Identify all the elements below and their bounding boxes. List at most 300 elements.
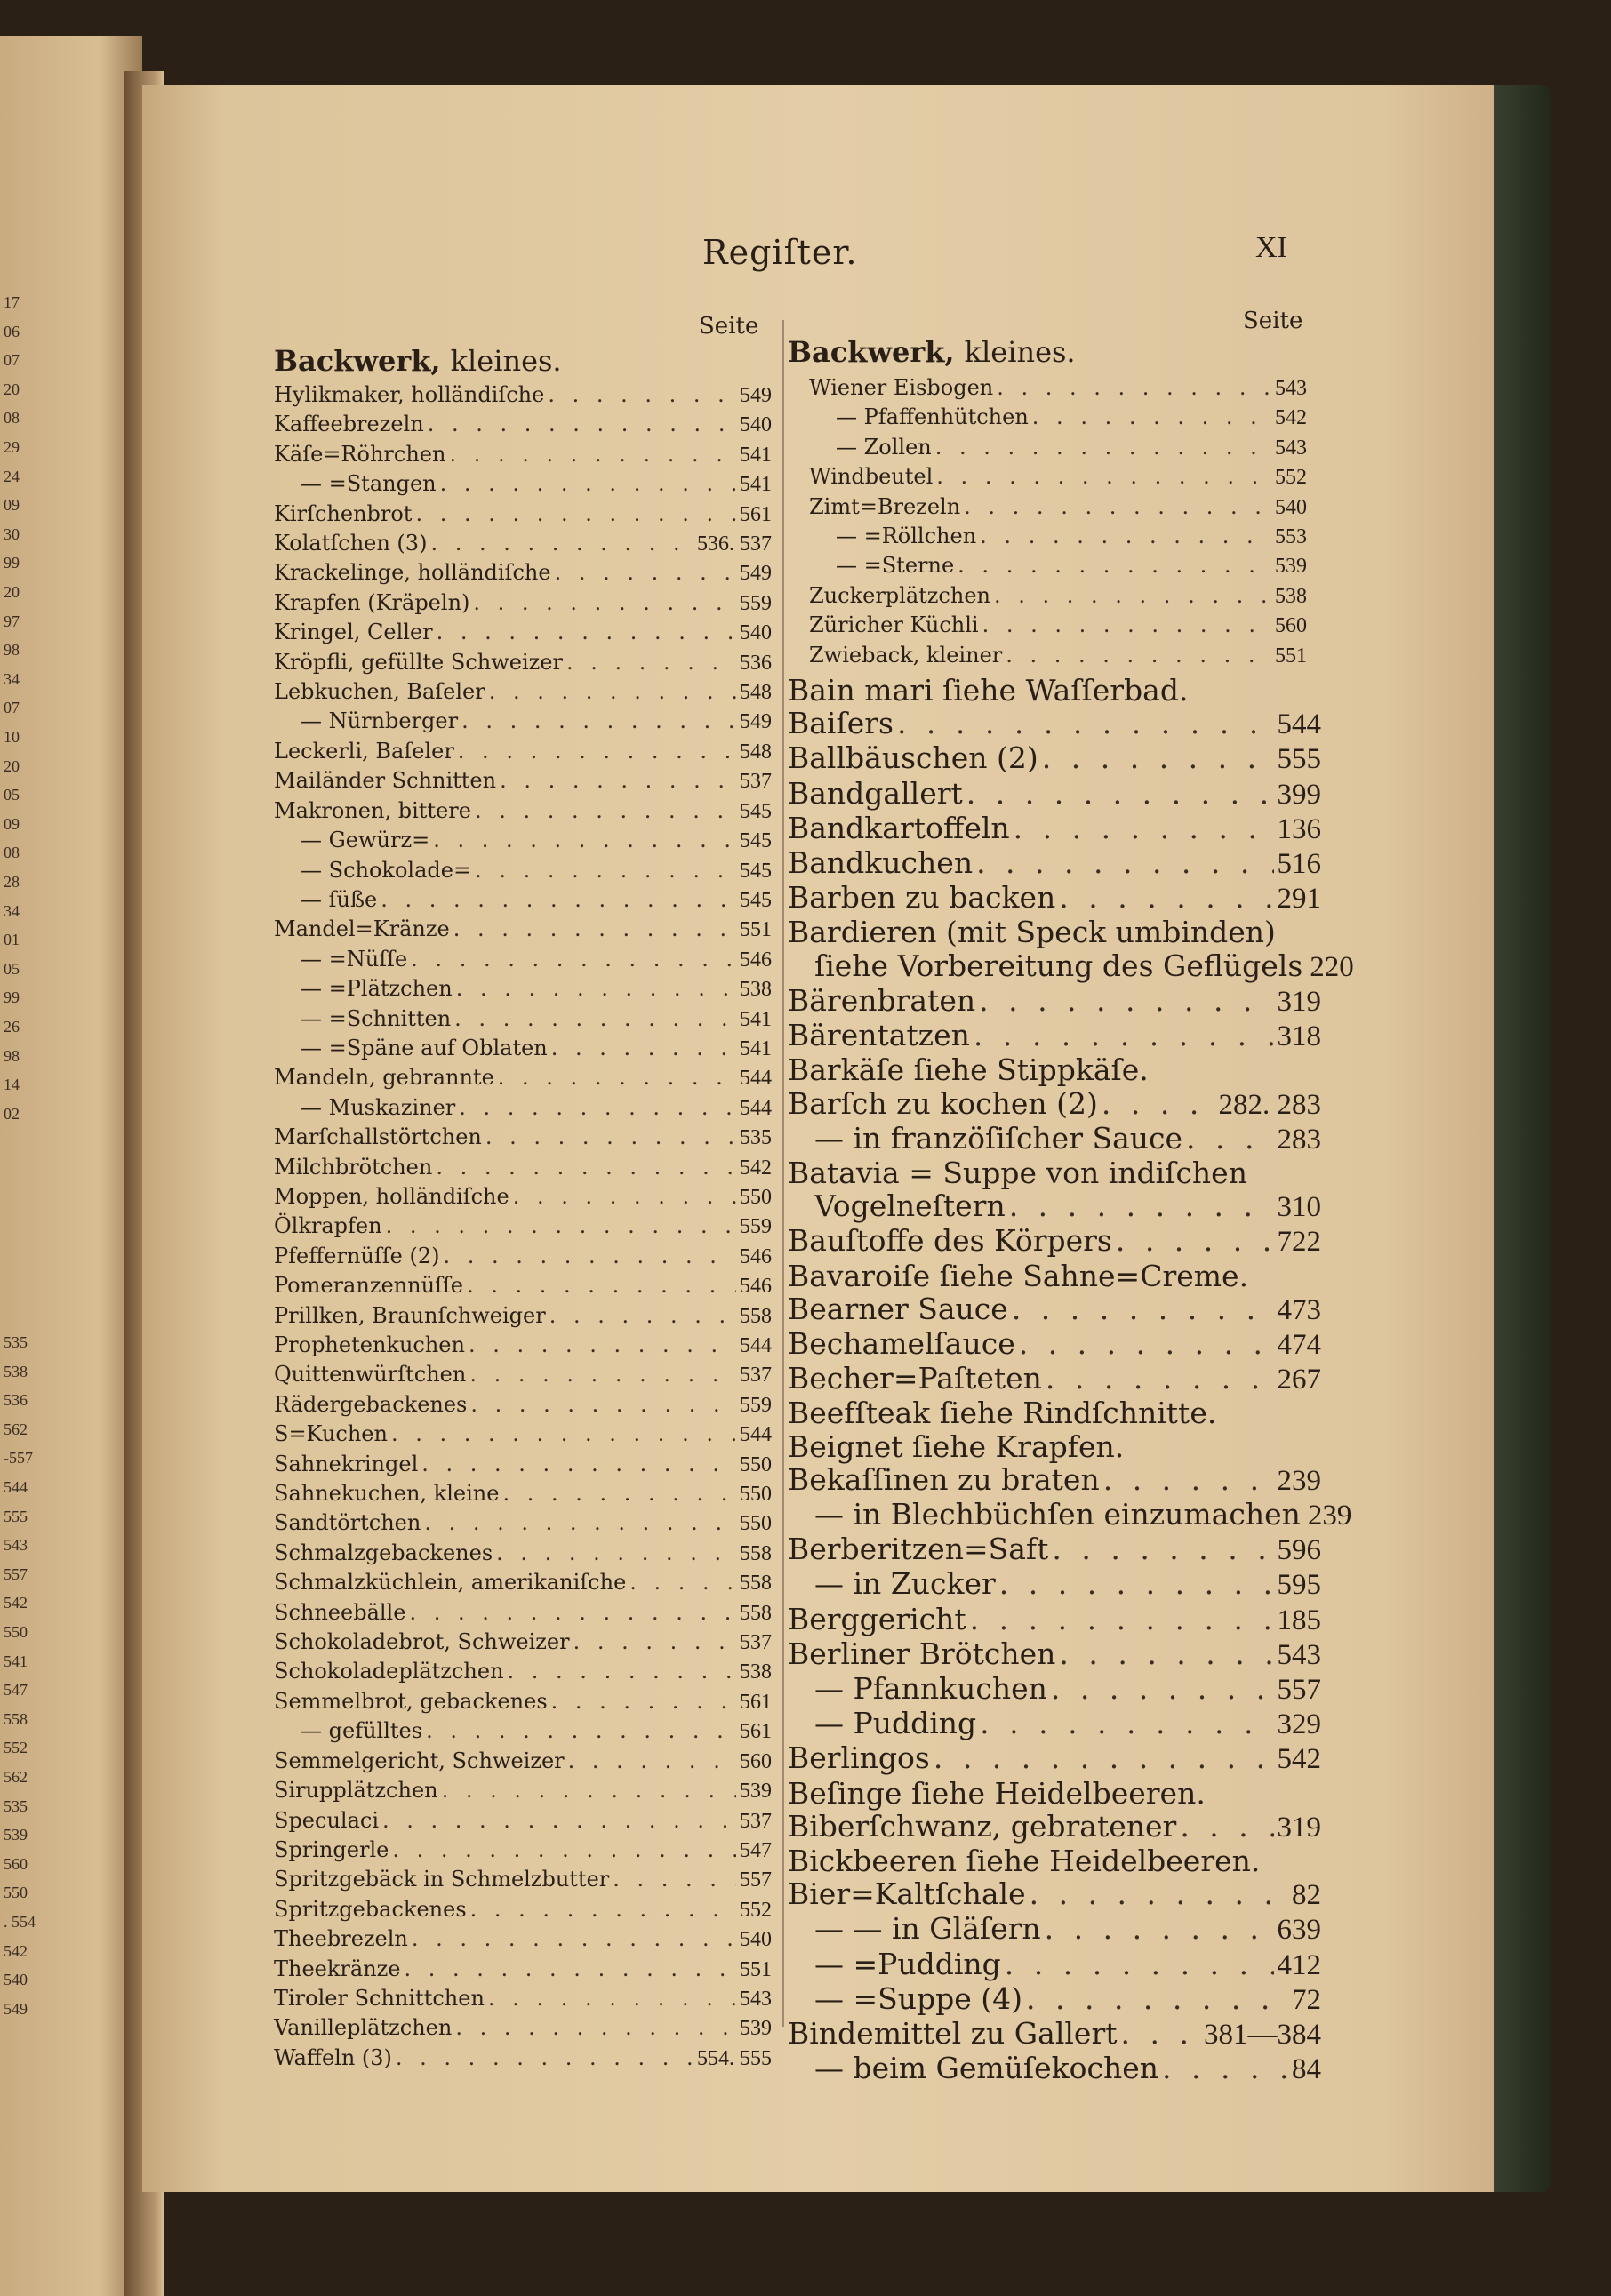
entry-term: Bardieren (mit Speck umbinden) [788, 915, 1276, 950]
index-entry [274, 2013, 772, 2043]
margin-number: 544 [4, 1478, 28, 1496]
index-entry [274, 1955, 772, 1984]
seite-label-right: Seite [1243, 308, 1303, 334]
entry-term: Kirſchenbrot [274, 500, 413, 526]
entry-term: Baiſers [788, 706, 894, 741]
index-entry [274, 1716, 772, 1746]
leader-dots [502, 1479, 736, 1508]
entry-pages: 543 [1275, 377, 1307, 400]
section-heading-word: Backwerk, [788, 335, 955, 369]
margin-number: 30 [4, 524, 20, 543]
index-entry [274, 1895, 772, 1924]
leader-dots [489, 677, 736, 706]
leader-dots [1005, 1948, 1274, 1980]
leader-dots [508, 1657, 736, 1685]
margin-number: 09 [4, 814, 20, 833]
entry-pages: 540 [740, 621, 772, 645]
index-entry [788, 1672, 1321, 1707]
margin-number: 97 [4, 612, 20, 630]
leader-dots [1026, 1982, 1288, 2015]
margin-number: . 554 [4, 1913, 36, 1931]
leader-dots [997, 373, 1271, 402]
entry-term: Beſinge ſiehe Heidelbeeren. [788, 1775, 1206, 1811]
section-heading [788, 334, 1321, 370]
index-entry [274, 440, 772, 469]
index-entry [274, 1063, 772, 1092]
index-entry [788, 846, 1321, 881]
margin-number: 535 [4, 1333, 28, 1351]
section-heading-sub: kleines. [964, 335, 1076, 369]
index-entry [274, 1093, 772, 1123]
entry-pages: 551 [740, 1957, 772, 1981]
entry-pages: 548 [740, 740, 772, 764]
index-entry [788, 881, 1321, 916]
index-entry [274, 885, 772, 915]
entry-term: Bärenbraten [788, 982, 976, 1018]
entry-pages: 539 [740, 1780, 772, 1804]
index-entry [274, 1628, 772, 1657]
entry-pages: 539 [1275, 555, 1307, 579]
entry-term: Bandgallert [788, 775, 963, 811]
leader-dots [458, 737, 736, 765]
index-entry [274, 380, 772, 410]
entry-pages: 546 [740, 948, 772, 972]
index-entry [274, 469, 772, 499]
margin-number: 10 [4, 728, 20, 746]
index-entry-list [809, 373, 1307, 670]
leader-dots [964, 492, 1271, 521]
entry-term: Vogelneſtern [814, 1188, 1006, 1224]
index-entry [274, 1508, 772, 1538]
index-entry [274, 1806, 772, 1836]
entry-pages: 541 [740, 1007, 772, 1031]
leader-dots [461, 707, 736, 735]
leader-dots [411, 945, 736, 973]
index-entry [788, 1532, 1321, 1567]
entry-pages: 474 [1277, 1328, 1321, 1361]
entry-pages: 552 [1275, 466, 1307, 490]
entry-pages: 136 [1277, 812, 1321, 845]
entry-term: Krackelinge, holländiſche [274, 560, 551, 586]
entry-pages: 538 [740, 1660, 772, 1684]
entry-term: Schokoladebrot, Schweizer [274, 1629, 570, 1655]
leader-dots [470, 1895, 736, 1924]
entry-pages: 550 [740, 1483, 772, 1507]
leader-dots [513, 1182, 736, 1211]
running-title: Regiſter. [702, 233, 858, 272]
margin-number: 07 [4, 351, 20, 370]
entry-term: — — in Gläſern [814, 1911, 1041, 1947]
leader-dots [396, 2044, 693, 2072]
entry-pages: 82 [1292, 1879, 1321, 1912]
entry-term: Bain mari ſiehe Waſſerbad. [788, 673, 1189, 708]
index-entry [274, 1123, 772, 1152]
leader-dots [442, 1776, 736, 1804]
margin-number: 555 [4, 1507, 28, 1525]
entry-pages: 537 [740, 1631, 772, 1655]
entry-term: Züricher Küchli [809, 612, 979, 638]
margin-number: 07 [4, 699, 20, 717]
entry-term: Zimt=Brezeln [809, 493, 961, 519]
leader-dots [433, 826, 736, 854]
leader-dots [391, 1420, 736, 1448]
entry-term: Quittenwürſtchen [274, 1362, 467, 1388]
entry-pages: 537 [740, 1364, 772, 1388]
leader-dots [485, 1123, 736, 1151]
entry-pages: 72 [1292, 1983, 1321, 2016]
leader-dots [555, 558, 736, 587]
entry-pages: 536. 537 [697, 532, 772, 556]
margin-number: 540 [4, 1971, 28, 1989]
leader-dots [980, 522, 1271, 550]
leader-dots [629, 1568, 736, 1596]
entry-pages: 544 [740, 1096, 772, 1120]
leader-dots [994, 581, 1271, 610]
entry-term: Berliner Brötchen [788, 1636, 1056, 1671]
index-entry [274, 1924, 772, 1954]
leader-dots [392, 1836, 736, 1864]
entry-term: Windbeutel [809, 464, 934, 490]
leader-dots [970, 1603, 1274, 1636]
entry-term: Tiroler Schnittchen [274, 1985, 485, 2011]
margin-number: 99 [4, 554, 20, 572]
entry-term: — beim Gemüſekochen [814, 2051, 1159, 2086]
leader-dots [475, 856, 736, 884]
entry-pages: 544 [1277, 708, 1321, 741]
index-entry [274, 648, 772, 677]
entry-term: Barſch zu kochen (2) [788, 1085, 1098, 1121]
index-entry [274, 974, 772, 1004]
index-entry [274, 766, 772, 796]
index-entry [809, 492, 1307, 522]
entry-term: Kolatſchen (3) [274, 531, 428, 556]
index-entry [274, 707, 772, 736]
index-entry [274, 1836, 772, 1865]
entry-pages: 722 [1277, 1226, 1321, 1259]
section-heading [274, 343, 772, 379]
entry-pages: 239 [1307, 1499, 1352, 1532]
index-entry [788, 2017, 1321, 2052]
index-entry [809, 522, 1307, 551]
margin-number: 547 [4, 1681, 28, 1700]
index-entry [809, 373, 1307, 403]
index-entry [788, 1877, 1321, 1912]
index-entry [274, 1331, 772, 1360]
index-entry [809, 611, 1307, 640]
entry-pages: 550 [740, 1512, 772, 1536]
leader-dots [1032, 403, 1271, 431]
entry-pages: 546 [740, 1275, 772, 1299]
margin-number: 34 [4, 669, 20, 688]
margin-number: 536 [4, 1391, 28, 1410]
index-entry [788, 1948, 1321, 1982]
entry-pages: 537 [740, 1809, 772, 1833]
index-entry [788, 984, 1321, 1019]
entry-pages: 329 [1277, 1708, 1321, 1741]
index-entry [274, 1568, 772, 1597]
index-entry [788, 812, 1321, 846]
entry-pages: 541 [740, 1036, 772, 1060]
entry-term: Lebkuchen, Baſeler [274, 679, 485, 705]
margin-number: 550 [4, 1884, 28, 1902]
leader-dots [897, 707, 1274, 740]
leader-dots [566, 648, 736, 676]
leader-dots [573, 1628, 736, 1656]
index-entry [274, 1153, 772, 1182]
entry-pages: 318 [1277, 1020, 1321, 1053]
index-entry [788, 1707, 1321, 1741]
entry-term: Barben zu backen [788, 880, 1056, 916]
entry-term: — ſüße [301, 886, 378, 912]
entry-term: Bier=Kaltſchale [788, 1876, 1026, 1912]
index-entry [788, 1396, 1321, 1429]
entry-pages: 548 [740, 681, 772, 705]
entry-pages: 561 [740, 1720, 772, 1744]
entry-pages: 543 [1275, 436, 1307, 460]
index-entry [788, 1741, 1321, 1776]
margin-number: 20 [4, 756, 20, 775]
entry-term: — =Schnitten [301, 1005, 452, 1031]
entry-term: Kaffeebrezeln [274, 412, 424, 437]
section-heading-sub: kleines. [450, 344, 562, 378]
entry-term: — in Zucker [814, 1566, 996, 1602]
entry-term: — =Nüſſe [301, 946, 408, 972]
index-entry [274, 677, 772, 707]
entry-term: Mandel=Kränze [274, 916, 450, 942]
entry-pages: 545 [740, 829, 772, 853]
margin-number: 20 [4, 583, 20, 601]
index-entry [274, 1390, 772, 1420]
margin-number: 17 [4, 293, 20, 311]
entry-pages: 545 [740, 859, 772, 883]
entry-pages: 537 [740, 770, 772, 794]
entry-term: Pfeffernüſſe (2) [274, 1243, 440, 1268]
entry-term: Semmelgericht, Schweizer [274, 1748, 565, 1773]
leader-dots [440, 469, 736, 498]
index-entry [274, 796, 772, 826]
entry-pages: 559 [740, 1393, 772, 1417]
entry-pages: 639 [1277, 1914, 1321, 1947]
index-entry [274, 1004, 772, 1034]
leader-dots [415, 500, 736, 528]
leader-dots [469, 1360, 736, 1388]
entry-term: Käſe=Röhrchen [274, 441, 446, 467]
leader-dots [475, 796, 736, 825]
entry-pages: 553 [1275, 525, 1307, 549]
leader-dots [500, 766, 736, 795]
entry-term: Milchbrötchen [274, 1154, 433, 1180]
entry-term: Bekaſſinen zu braten [788, 1461, 1100, 1497]
entry-term: — Pfannkuchen [814, 1670, 1047, 1706]
leader-dots [473, 588, 736, 617]
margin-number: 02 [4, 1104, 20, 1123]
margin-number: 562 [4, 1768, 28, 1786]
index-entry [274, 1657, 772, 1686]
entry-term: Bärentatzen [788, 1018, 970, 1053]
margin-number: 541 [4, 1652, 28, 1670]
entry-term: Schmalzküchlein, amerikaniſche [274, 1570, 627, 1596]
margin-number: 05 [4, 786, 20, 804]
entry-pages: 561 [740, 502, 772, 526]
entry-term: — =Späne auf Oblaten [301, 1035, 548, 1060]
margin-number: 34 [4, 901, 20, 920]
index-entry [788, 1844, 1321, 1877]
index-entry [274, 856, 772, 885]
index-entry [788, 1496, 1352, 1532]
index-entry [788, 1327, 1321, 1362]
index-entry [788, 1810, 1321, 1844]
leader-dots [459, 1093, 736, 1122]
entry-term: — Zollen [836, 434, 932, 460]
index-entry [788, 1777, 1321, 1810]
leader-dots [1030, 1877, 1288, 1910]
entry-pages: 558 [740, 1304, 772, 1328]
entry-term: Theekränze [274, 1956, 401, 1981]
leader-dots [1059, 881, 1273, 914]
index-entry [274, 1747, 772, 1776]
entry-term: Batavia = Suppe von indiſchen [788, 1155, 1247, 1190]
leader-dots [498, 1063, 736, 1092]
index-entry [788, 1053, 1321, 1086]
leader-dots [936, 462, 1271, 491]
entry-pages: 542 [1275, 406, 1307, 430]
leader-dots [974, 1019, 1274, 1052]
section-heading-word: Backwerk, [274, 344, 441, 378]
entry-pages: 555 [1277, 743, 1321, 776]
entry-term: Springerle [274, 1836, 389, 1862]
entry-pages: 536 [740, 651, 772, 675]
leader-dots [443, 1242, 736, 1270]
entry-term: Ballbäuschen (2) [788, 740, 1038, 776]
leader-dots [409, 1598, 736, 1627]
entry-pages: 538 [740, 978, 772, 1002]
index-entry [274, 1420, 772, 1449]
index-entry [788, 1260, 1321, 1292]
index-entry [788, 1156, 1321, 1189]
leader-dots [1162, 2052, 1288, 2084]
entry-term: Sandtörtchen [274, 1510, 421, 1536]
margin-number: 542 [4, 1941, 28, 1960]
entry-term: — =Stangen [301, 471, 437, 497]
entry-term: Barkäſe ſiehe Stippkäſe. [788, 1052, 1149, 1088]
entry-pages: 542 [1277, 1743, 1321, 1776]
entry-term: — =Suppe (4) [814, 1980, 1023, 2016]
leader-dots [966, 777, 1274, 810]
index-entry [274, 558, 772, 588]
index-entry [274, 1242, 772, 1271]
margin-number: 98 [4, 1046, 20, 1065]
leader-dots [436, 1153, 736, 1181]
margin-number: 550 [4, 1623, 28, 1641]
index-entry-list [274, 380, 772, 2073]
index-entry [274, 2044, 772, 2073]
entry-pages: 552 [740, 1898, 772, 1922]
margin-number: 08 [4, 409, 20, 428]
leader-dots [976, 846, 1273, 879]
leader-dots [1051, 1672, 1274, 1705]
entry-term: Bindemittel zu Gallert [788, 2015, 1118, 2051]
entry-pages: 557 [740, 1868, 772, 1892]
entry-term: — =Pudding [814, 1946, 1001, 1981]
entry-term: — gefülltes [301, 1718, 423, 1744]
leader-dots [980, 1707, 1273, 1740]
entry-term: Biberſchwanz, gebratener [788, 1808, 1177, 1844]
index-entry [788, 1463, 1321, 1498]
index-entry [788, 1982, 1321, 2017]
entry-term: Waffeln (3) [274, 2044, 392, 2070]
leader-dots [1121, 2017, 1201, 2050]
leader-dots [426, 1716, 736, 1745]
entry-term: Prophetenkuchen [274, 1332, 465, 1357]
entry-term: — =Plätzchen [301, 976, 453, 1002]
margin-number: 562 [4, 1420, 28, 1438]
index-entry [274, 1776, 772, 1805]
leader-dots [456, 974, 736, 1003]
entry-term: Moppen, holländiſche [274, 1183, 509, 1209]
leader-dots [1006, 641, 1271, 669]
entry-term: Kringel, Celler [274, 620, 433, 645]
seite-label-left: Seite [699, 313, 759, 340]
entry-term: Semmelbrot, gebackenes [274, 1688, 548, 1714]
margin-number: 558 [4, 1709, 28, 1728]
entry-pages: 558 [740, 1572, 772, 1596]
entry-term: — in franzöſiſcher Sauce [814, 1120, 1183, 1156]
index-entry [274, 500, 772, 529]
entry-pages: 283 [1277, 1123, 1321, 1156]
margin-number: 14 [4, 1076, 20, 1094]
entry-term: Mailänder Schnitten [274, 768, 497, 794]
entry-term: — Pfaffenhütchen [836, 404, 1029, 430]
leader-dots [469, 1331, 736, 1359]
leader-dots [496, 1539, 736, 1567]
index-entry [788, 1224, 1321, 1259]
leader-dots [1180, 1810, 1273, 1843]
leader-dots [1102, 1087, 1215, 1120]
entry-pages: 412 [1277, 1948, 1321, 1981]
entry-pages: 544 [740, 1067, 772, 1091]
entry-term: Prillken, Braunſchweiger [274, 1302, 546, 1328]
margin-number: 538 [4, 1362, 28, 1380]
entry-term: Schokoladeplätzchen [274, 1659, 504, 1684]
entry-pages: 516 [1277, 848, 1321, 881]
entry-term: Zwieback, kleiner [809, 642, 1003, 668]
index-entry [788, 1189, 1321, 1224]
index-entry [274, 1182, 772, 1212]
entry-pages: 554. 555 [697, 2046, 772, 2070]
entry-pages: 543 [740, 1987, 772, 2011]
index-entry [274, 410, 772, 439]
entry-term: — Nürnberger [301, 708, 459, 734]
entry-term: Vanilleplätzchen [274, 2015, 453, 2041]
entry-term: Bearner Sauce [788, 1291, 1008, 1326]
leader-dots [935, 433, 1271, 461]
leader-dots [979, 984, 1273, 1017]
entry-pages: 596 [1277, 1534, 1321, 1567]
index-entry [274, 1450, 772, 1479]
entry-pages: 545 [740, 888, 772, 912]
entry-term: Schmalzgebackenes [274, 1540, 493, 1565]
leader-dots [412, 1924, 736, 1953]
leader-dots [382, 1806, 736, 1835]
margin-number: 26 [4, 1018, 20, 1036]
leader-dots [551, 1687, 736, 1716]
entry-pages: 540 [740, 1928, 772, 1952]
entry-pages: 185 [1277, 1604, 1321, 1636]
entry-term: Beignet ſiehe Krapfen. [788, 1428, 1125, 1464]
entry-term: Theebrezeln [274, 1926, 408, 1952]
entry-pages: 220 [1310, 950, 1354, 983]
index-entry [274, 1687, 772, 1716]
